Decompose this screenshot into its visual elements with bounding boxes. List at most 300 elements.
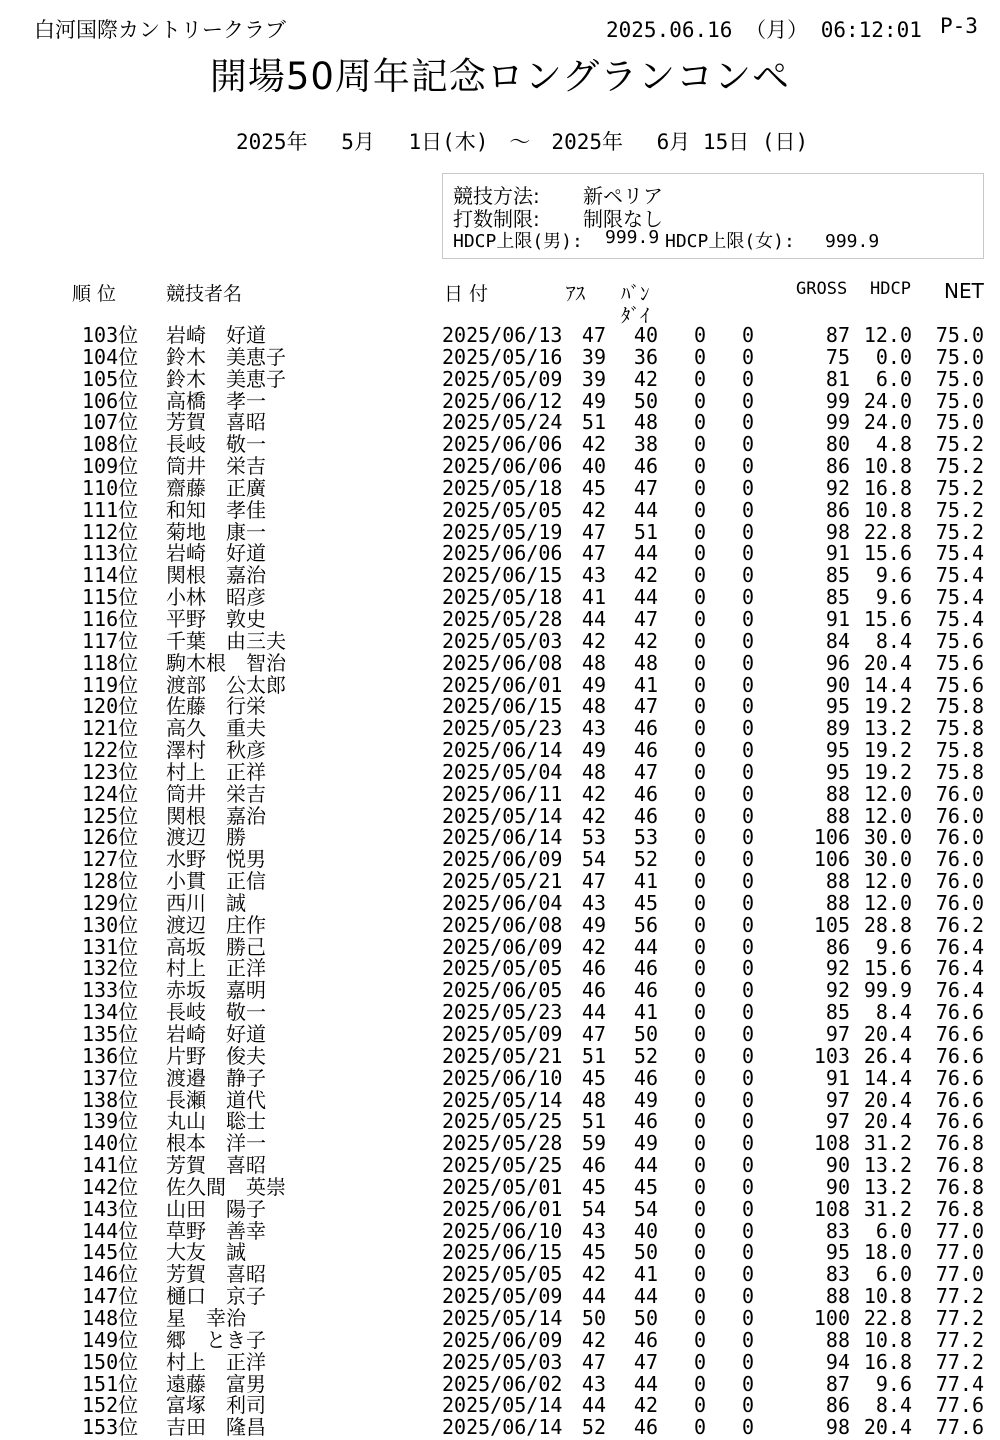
- extra-score-cell-2: 0: [742, 366, 755, 391]
- player-name-cell: 鈴木 美恵子: [166, 344, 286, 369]
- extra-score-cell-2: 0: [742, 628, 755, 653]
- net-cell: 77.4: [935, 1371, 984, 1396]
- in-score-cell: 41: [633, 1000, 658, 1025]
- net-cell: 76.0: [935, 847, 984, 872]
- table-row: [0, 1371, 1000, 1396]
- net-cell: 75.4: [935, 563, 984, 588]
- hdcp-female-value: 999.9: [825, 231, 880, 252]
- player-name-cell: 齋藤 正廣: [166, 475, 266, 500]
- table-row: [0, 1242, 1000, 1264]
- in-score-cell: 52: [633, 847, 658, 872]
- player-name-cell: 芳賀 喜昭: [166, 1153, 266, 1178]
- in-score-cell: 46: [633, 1109, 658, 1134]
- net-cell: 76.6: [935, 1065, 984, 1090]
- rank-cell: 137位: [82, 1065, 139, 1090]
- extra-score-cell-2: 0: [742, 1305, 755, 1330]
- gross-cell: 88: [825, 890, 850, 915]
- extra-score-cell-1: 0: [694, 541, 707, 566]
- gross-cell: 83: [825, 1262, 850, 1287]
- gross-cell: 90: [825, 1174, 850, 1199]
- extra-score-cell-1: 0: [694, 825, 707, 850]
- date-cell: 2025/06/09: [442, 1327, 563, 1352]
- rank-cell: 108位: [82, 432, 139, 457]
- extra-score-cell-2: 0: [742, 541, 755, 566]
- rank-cell: 103位: [82, 323, 139, 347]
- in-score-cell: 46: [633, 978, 658, 1003]
- date-cell: 2025/06/06: [442, 432, 563, 457]
- rank-cell: 144位: [82, 1218, 139, 1243]
- net-cell: 76.4: [935, 978, 984, 1003]
- table-row: [0, 980, 1000, 1002]
- out-score-cell: 48: [581, 694, 606, 719]
- date-cell: 2025/05/05: [442, 956, 563, 981]
- table-row: [0, 1395, 1000, 1417]
- hdcp-cell: 6.0: [875, 1262, 912, 1287]
- hdcp-cell: 0.0: [875, 344, 912, 369]
- table-row: [0, 1286, 1000, 1308]
- extra-score-cell-1: 0: [694, 1131, 707, 1156]
- stroke-limit-value: 制限なし: [583, 207, 663, 231]
- table-row: [0, 871, 1000, 893]
- player-name-cell: 岩崎 好道: [166, 541, 266, 566]
- extra-score-cell-2: 0: [742, 1415, 755, 1440]
- table-row: [0, 543, 1000, 565]
- hdcp-cell: 28.8: [863, 912, 912, 937]
- hdcp-cell: 20.4: [863, 650, 912, 675]
- rank-cell: 109位: [82, 454, 139, 479]
- out-score-cell: 43: [581, 1371, 606, 1396]
- table-row: [0, 1264, 1000, 1286]
- hdcp-cell: 16.8: [863, 475, 912, 500]
- extra-score-cell-1: 0: [694, 1022, 707, 1046]
- extra-score-cell-1: 0: [694, 1109, 707, 1134]
- extra-score-cell-2: 0: [742, 1109, 755, 1134]
- hdcp-cell: 20.4: [863, 1087, 912, 1112]
- date-cell: 2025/06/15: [442, 694, 563, 719]
- rank-cell: 116位: [82, 606, 139, 631]
- extra-score-cell-2: 0: [742, 934, 755, 959]
- gross-cell: 94: [825, 1349, 850, 1374]
- extra-score-cell-1: 0: [694, 344, 707, 369]
- gross-cell: 88: [825, 1327, 850, 1352]
- player-name-cell: 丸山 聡士: [166, 1109, 266, 1134]
- rank-cell: 125位: [82, 803, 139, 828]
- rank-cell: 141位: [82, 1153, 139, 1178]
- page-number: P-3: [940, 14, 978, 38]
- extra-score-cell-2: 0: [742, 847, 755, 872]
- in-score-cell: 44: [633, 1284, 658, 1309]
- date-cell: 2025/05/21: [442, 869, 563, 894]
- rank-cell: 147位: [82, 1284, 139, 1309]
- date-cell: 2025/05/05: [442, 1262, 563, 1287]
- out-score-cell: 42: [581, 1327, 606, 1352]
- rank-cell: 135位: [82, 1022, 139, 1046]
- date-cell: 2025/06/04: [442, 890, 563, 915]
- rank-cell: 107位: [82, 410, 139, 435]
- out-score-cell: 44: [581, 1000, 606, 1025]
- rank-cell: 111位: [82, 497, 139, 522]
- extra-score-cell-1: 0: [694, 606, 707, 631]
- net-cell: 76.8: [935, 1174, 984, 1199]
- out-score-cell: 45: [581, 1174, 606, 1199]
- out-score-cell: 46: [581, 956, 606, 981]
- gross-cell: 83: [825, 1218, 850, 1243]
- date-cell: 2025/06/08: [442, 912, 563, 937]
- hdcp-cell: 12.0: [863, 323, 912, 347]
- competition-info-box: [442, 173, 984, 259]
- extra-score-cell-2: 0: [742, 410, 755, 435]
- out-score-cell: 51: [581, 1109, 606, 1134]
- out-score-cell: 47: [581, 323, 606, 347]
- in-score-cell: 41: [633, 869, 658, 894]
- in-score-cell: 41: [633, 672, 658, 697]
- player-name-cell: 小林 昭彦: [166, 585, 266, 610]
- net-cell: 76.6: [935, 1000, 984, 1025]
- table-row: [0, 1305, 1000, 1330]
- gross-cell: 92: [825, 475, 850, 500]
- out-score-cell: 43: [581, 890, 606, 915]
- player-name-cell: 片野 俊夫: [166, 1043, 266, 1068]
- gross-cell: 98: [825, 519, 850, 544]
- date-cell: 2025/06/15: [442, 1240, 563, 1265]
- gross-cell: 92: [825, 956, 850, 981]
- date-cell: 2025/06/06: [442, 454, 563, 479]
- table-row: [0, 366, 1000, 391]
- gross-cell: 97: [825, 1022, 850, 1046]
- net-cell: 75.0: [935, 388, 984, 413]
- table-row: [0, 1218, 1000, 1243]
- player-name-cell: 高久 重夫: [166, 716, 266, 741]
- in-score-cell: 50: [633, 388, 658, 413]
- rank-cell: 150位: [82, 1349, 139, 1374]
- extra-score-cell-2: 0: [742, 475, 755, 500]
- table-row: [0, 958, 1000, 980]
- net-cell: 76.6: [935, 1109, 984, 1134]
- extra-score-cell-1: 0: [694, 1284, 707, 1309]
- hdcp-cell: 8.4: [875, 1393, 912, 1418]
- extra-score-cell-1: 0: [694, 650, 707, 675]
- gross-cell: 97: [825, 1109, 850, 1134]
- gross-cell: 91: [825, 541, 850, 566]
- gross-cell: 88: [825, 781, 850, 806]
- hdcp-cell: 8.4: [875, 628, 912, 653]
- gross-cell: 80: [825, 432, 850, 457]
- out-score-cell: 48: [581, 759, 606, 784]
- rank-cell: 114位: [82, 563, 139, 588]
- in-score-cell: 56: [633, 912, 658, 937]
- net-cell: 75.6: [935, 628, 984, 653]
- table-row: [0, 325, 1000, 347]
- in-score-cell: 49: [633, 1131, 658, 1156]
- table-row: [0, 388, 1000, 413]
- gross-cell: 85: [825, 1000, 850, 1025]
- in-score-cell: 47: [633, 694, 658, 719]
- player-name-cell: 平野 敦史: [166, 606, 266, 631]
- date-cell: 2025/06/10: [442, 1218, 563, 1243]
- hdcp-cell: 18.0: [863, 1240, 912, 1265]
- hdcp-cell: 8.4: [875, 1000, 912, 1025]
- out-score-cell: 46: [581, 978, 606, 1003]
- in-score-cell: 40: [633, 323, 658, 347]
- out-score-cell: 49: [581, 912, 606, 937]
- hdcp-cell: 20.4: [863, 1022, 912, 1046]
- player-name-cell: 岩崎 好道: [166, 323, 266, 347]
- extra-score-cell-2: 0: [742, 672, 755, 697]
- out-score-cell: 42: [581, 1262, 606, 1287]
- extra-score-cell-1: 0: [694, 912, 707, 937]
- date-cell: 2025/05/16: [442, 344, 563, 369]
- table-row: [0, 587, 1000, 609]
- in-score-cell: 36: [633, 344, 658, 369]
- hdcp-cell: 26.4: [863, 1043, 912, 1068]
- date-cell: 2025/05/03: [442, 1349, 563, 1374]
- net-cell: 76.0: [935, 803, 984, 828]
- table-row: [0, 781, 1000, 806]
- rank-cell: 120位: [82, 694, 139, 719]
- table-row: [0, 1155, 1000, 1177]
- extra-score-cell-1: 0: [694, 1000, 707, 1025]
- extra-score-cell-1: 0: [694, 323, 707, 347]
- player-name-cell: 筒井 栄吉: [166, 781, 266, 806]
- out-score-cell: 44: [581, 606, 606, 631]
- table-row: [0, 565, 1000, 587]
- out-score-cell: 42: [581, 781, 606, 806]
- extra-score-cell-2: 0: [742, 1284, 755, 1309]
- date-cell: 2025/06/14: [442, 1415, 563, 1440]
- in-score-cell: 46: [633, 716, 658, 741]
- rank-cell: 143位: [82, 1196, 139, 1221]
- gross-cell: 95: [825, 738, 850, 763]
- date-cell: 2025/06/11: [442, 781, 563, 806]
- rank-cell: 149位: [82, 1327, 139, 1352]
- player-name-cell: 郷 とき子: [166, 1327, 266, 1352]
- date-cell: 2025/06/09: [442, 847, 563, 872]
- hdcp-cell: 31.2: [863, 1131, 912, 1156]
- rank-cell: 130位: [82, 912, 139, 937]
- extra-score-cell-2: 0: [742, 454, 755, 479]
- net-cell: 75.0: [935, 344, 984, 369]
- net-cell: 76.8: [935, 1196, 984, 1221]
- net-cell: 76.6: [935, 1022, 984, 1046]
- player-name-cell: 佐藤 行栄: [166, 694, 266, 719]
- table-row: [0, 344, 1000, 369]
- date-cell: 2025/06/14: [442, 825, 563, 850]
- extra-score-cell-2: 0: [742, 497, 755, 522]
- out-score-cell: 49: [581, 672, 606, 697]
- in-score-cell: 41: [633, 1262, 658, 1287]
- table-row: [0, 740, 1000, 762]
- net-cell: 75.2: [935, 519, 984, 544]
- out-score-cell: 50: [581, 1305, 606, 1330]
- player-name-cell: 千葉 由三夫: [166, 628, 286, 653]
- rank-cell: 106位: [82, 388, 139, 413]
- net-cell: 75.4: [935, 606, 984, 631]
- out-score-cell: 40: [581, 454, 606, 479]
- hdcp-cell: 9.6: [875, 1371, 912, 1396]
- extra-score-cell-2: 0: [742, 1393, 755, 1418]
- extra-score-cell-1: 0: [694, 1196, 707, 1221]
- stroke-limit-label: 打数制限:: [453, 207, 540, 231]
- player-name-cell: 和知 孝佳: [166, 497, 266, 522]
- hdcp-cell: 22.8: [863, 519, 912, 544]
- date-cell: 2025/05/25: [442, 1109, 563, 1134]
- rank-cell: 139位: [82, 1109, 139, 1134]
- extra-score-cell-2: 0: [742, 1043, 755, 1068]
- player-name-cell: 駒木根 智治: [166, 650, 286, 675]
- gross-cell: 88: [825, 1284, 850, 1309]
- date-cell: 2025/05/05: [442, 497, 563, 522]
- extra-score-cell-2: 0: [742, 1371, 755, 1396]
- extra-score-cell-1: 0: [694, 563, 707, 588]
- date-cell: 2025/06/13: [442, 323, 563, 347]
- gross-cell: 86: [825, 497, 850, 522]
- net-cell: 77.0: [935, 1218, 984, 1243]
- extra-score-cell-1: 0: [694, 366, 707, 391]
- in-score-cell: 45: [633, 890, 658, 915]
- net-cell: 76.6: [935, 1043, 984, 1068]
- extra-score-cell-1: 0: [694, 716, 707, 741]
- in-score-cell: 52: [633, 1043, 658, 1068]
- player-name-cell: 渡辺 勝: [166, 825, 246, 850]
- table-row: [0, 890, 1000, 915]
- hdcp-cell: 4.8: [875, 432, 912, 457]
- net-cell: 75.2: [935, 432, 984, 457]
- column-header-net: NET: [944, 279, 984, 303]
- gross-cell: 99: [825, 388, 850, 413]
- extra-score-cell-1: 0: [694, 497, 707, 522]
- extra-score-cell-1: 0: [694, 1174, 707, 1199]
- date-cell: 2025/05/09: [442, 1022, 563, 1046]
- in-score-cell: 46: [633, 1327, 658, 1352]
- extra-score-cell-1: 0: [694, 1415, 707, 1440]
- table-row: [0, 849, 1000, 871]
- player-name-cell: 長瀬 道代: [166, 1087, 266, 1112]
- date-cell: 2025/06/01: [442, 672, 563, 697]
- net-cell: 75.8: [935, 694, 984, 719]
- gross-cell: 88: [825, 869, 850, 894]
- gross-cell: 86: [825, 454, 850, 479]
- extra-score-cell-2: 0: [742, 803, 755, 828]
- table-row: [0, 672, 1000, 697]
- results-table: [0, 325, 1000, 1439]
- net-cell: 75.2: [935, 497, 984, 522]
- date-cell: 2025/05/25: [442, 1153, 563, 1178]
- player-name-cell: 根本 洋一: [166, 1131, 266, 1156]
- table-row: [0, 912, 1000, 937]
- gross-cell: 86: [825, 934, 850, 959]
- out-score-cell: 43: [581, 563, 606, 588]
- printed-timestamp: 2025.06.16 （月） 06:12:01: [606, 18, 922, 42]
- date-cell: 2025/06/01: [442, 1196, 563, 1221]
- hdcp-cell: 12.0: [863, 803, 912, 828]
- player-name-cell: 鈴木 美恵子: [166, 366, 286, 391]
- column-header-gross: GROSS: [796, 279, 848, 299]
- in-score-cell: 44: [633, 1371, 658, 1396]
- out-score-cell: 49: [581, 738, 606, 763]
- player-name-cell: 村上 正祥: [166, 759, 266, 784]
- extra-score-cell-1: 0: [694, 672, 707, 697]
- extra-score-cell-1: 0: [694, 978, 707, 1003]
- hdcp-cell: 13.2: [863, 716, 912, 741]
- player-name-cell: 大友 誠: [166, 1240, 246, 1265]
- net-cell: 77.6: [935, 1393, 984, 1418]
- hdcp-cell: 10.8: [863, 497, 912, 522]
- rank-cell: 153位: [82, 1415, 139, 1440]
- extra-score-cell-2: 0: [742, 1087, 755, 1112]
- extra-score-cell-1: 0: [694, 1240, 707, 1265]
- extra-score-cell-2: 0: [742, 344, 755, 369]
- player-name-cell: 小貫 正信: [166, 869, 266, 894]
- gross-cell: 95: [825, 759, 850, 784]
- column-header-date: 日 付: [444, 283, 489, 305]
- in-score-cell: 44: [633, 541, 658, 566]
- in-score-cell: 50: [633, 1022, 658, 1046]
- net-cell: 77.2: [935, 1305, 984, 1330]
- out-score-cell: 47: [581, 869, 606, 894]
- out-score-cell: 42: [581, 432, 606, 457]
- date-cell: 2025/05/28: [442, 606, 563, 631]
- gross-cell: 96: [825, 650, 850, 675]
- extra-score-cell-2: 0: [742, 1174, 755, 1199]
- extra-score-cell-1: 0: [694, 1065, 707, 1090]
- gross-cell: 99: [825, 410, 850, 435]
- player-name-cell: 渡部 公太郎: [166, 672, 286, 697]
- hdcp-cell: 9.6: [875, 563, 912, 588]
- rank-cell: 122位: [82, 738, 139, 763]
- table-row: [0, 1174, 1000, 1199]
- net-cell: 75.8: [935, 716, 984, 741]
- date-cell: 2025/06/06: [442, 541, 563, 566]
- net-cell: 76.4: [935, 956, 984, 981]
- out-score-cell: 42: [581, 803, 606, 828]
- date-cell: 2025/05/23: [442, 1000, 563, 1025]
- extra-score-cell-2: 0: [742, 956, 755, 981]
- rank-cell: 121位: [82, 716, 139, 741]
- out-score-cell: 45: [581, 1065, 606, 1090]
- in-score-cell: 49: [633, 1087, 658, 1112]
- rank-cell: 127位: [82, 847, 139, 872]
- extra-score-cell-2: 0: [742, 1000, 755, 1025]
- in-score-cell: 42: [633, 563, 658, 588]
- hdcp-cell: 12.0: [863, 781, 912, 806]
- player-name-cell: 菊地 康一: [166, 519, 266, 544]
- gross-cell: 97: [825, 1087, 850, 1112]
- in-score-cell: 53: [633, 825, 658, 850]
- in-score-cell: 50: [633, 1240, 658, 1265]
- extra-score-cell-1: 0: [694, 956, 707, 981]
- extra-score-cell-2: 0: [742, 1349, 755, 1374]
- rank-cell: 148位: [82, 1305, 139, 1330]
- rank-cell: 131位: [82, 934, 139, 959]
- extra-score-cell-1: 0: [694, 1262, 707, 1287]
- hdcp-cell: 12.0: [863, 869, 912, 894]
- in-score-cell: 46: [633, 1415, 658, 1440]
- date-cell: 2025/05/18: [442, 475, 563, 500]
- hdcp-cell: 13.2: [863, 1153, 912, 1178]
- net-cell: 77.2: [935, 1349, 984, 1374]
- net-cell: 75.0: [935, 323, 984, 347]
- hdcp-cell: 15.6: [863, 606, 912, 631]
- gross-cell: 85: [825, 563, 850, 588]
- player-name-cell: 高橋 孝一: [166, 388, 266, 413]
- net-cell: 75.8: [935, 759, 984, 784]
- extra-score-cell-1: 0: [694, 1371, 707, 1396]
- player-name-cell: 村上 正洋: [166, 956, 266, 981]
- net-cell: 76.4: [935, 934, 984, 959]
- out-score-cell: 47: [581, 541, 606, 566]
- net-cell: 75.0: [935, 410, 984, 435]
- hdcp-cell: 15.6: [863, 541, 912, 566]
